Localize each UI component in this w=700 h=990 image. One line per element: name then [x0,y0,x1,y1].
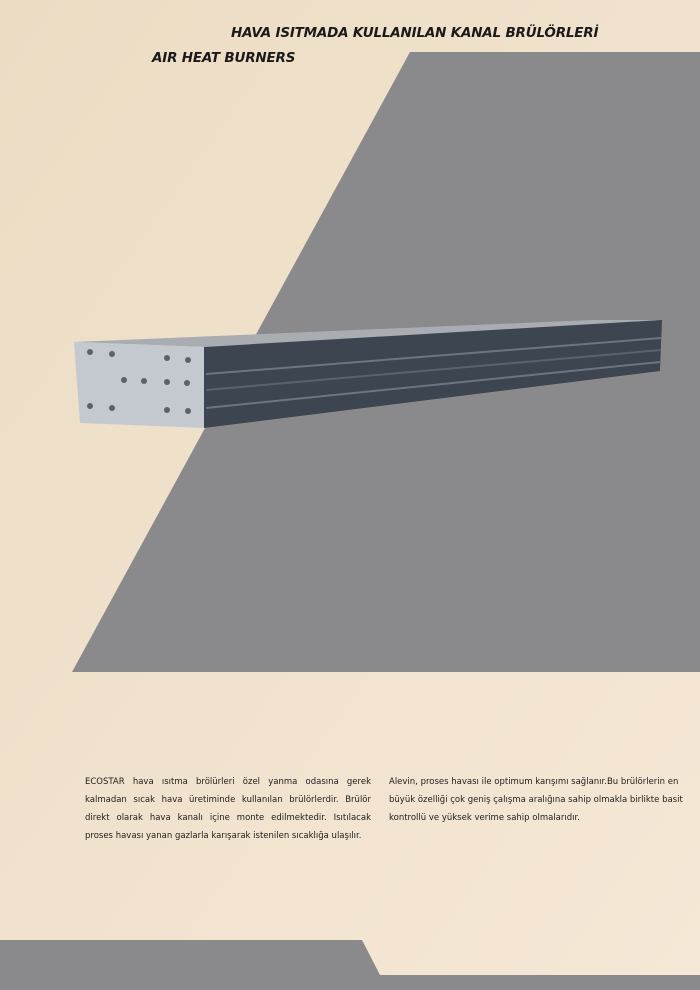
title-english: AIR HEAT BURNERS [152,50,296,66]
title-turkish: HAVA ISITMADA KULLANILAN KANAL BRÜLÖRLERİ [231,25,599,41]
description-right-column: Alevin, proses havası ile optimum karışımı sağlanır.Bu brülörlerin en büyük özelliği çok geniş çalışma aralığına sahip olmakla birlikte basit kontrollü ve yüksek verime sahip olmalarıdır. [389,777,683,823]
burner-end-plate [74,342,204,428]
description-left-column: ECOSTAR hava ısıtma brölürleri özel yanma odasına gerek kalmadan sıcak hava üretiminde kullanılan brülörlerdir. Brülör direkt olarak hava kanalı içine monte edilmektedir. Isıtılacak proses havası yanan gazlarla karışarak istenilen sıcaklığa ulaşılır. [85,777,371,841]
burner-photo [72,318,662,433]
